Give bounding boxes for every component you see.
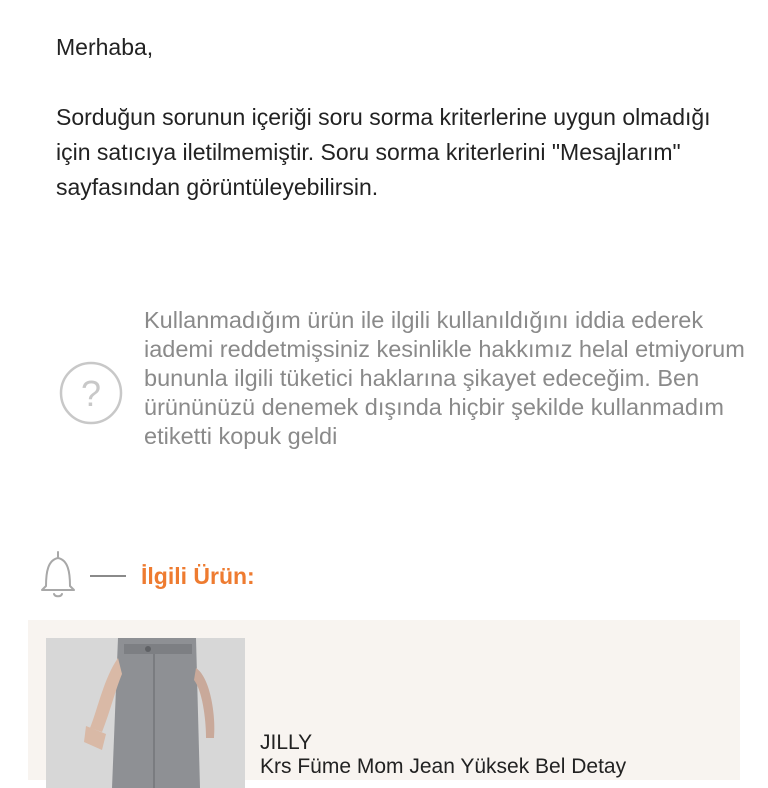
related-product-card[interactable] [28, 620, 740, 780]
moderation-message: Sorduğun sorunun içeriği soru sorma kriterlerine uygun olmadığı için satıcıya iletilmemiştir. Soru sorma kriterlerini "Mesajlarım" sayfasından görüntüleyebilirsin. [56, 104, 711, 200]
svg-text:?: ? [80, 373, 102, 414]
question-text: Kullanmadığım ürün ile ilgili kullanıldığını iddia ederek iademi reddetmişsiniz kesinlikle hakkımız helal etmiyorum bununla ilgili tüketici haklarına şikayet edeceğim. Ben ürününüzü denemek dışında hiçbir şekilde kullanmadım etiketti kopuk geldi [144, 307, 745, 449]
product-brand[interactable]: JILLY [260, 731, 313, 754]
related-product-title: İlgili Ürün: [141, 563, 255, 589]
product-name[interactable]: Krs Füme Mom Jean Yüksek Bel Detay [260, 755, 627, 778]
title-dash [90, 575, 126, 577]
greeting-text: Merhaba, [56, 34, 154, 60]
question-circle-icon [58, 360, 124, 426]
bell-icon [36, 548, 80, 600]
product-image[interactable] [46, 638, 245, 788]
